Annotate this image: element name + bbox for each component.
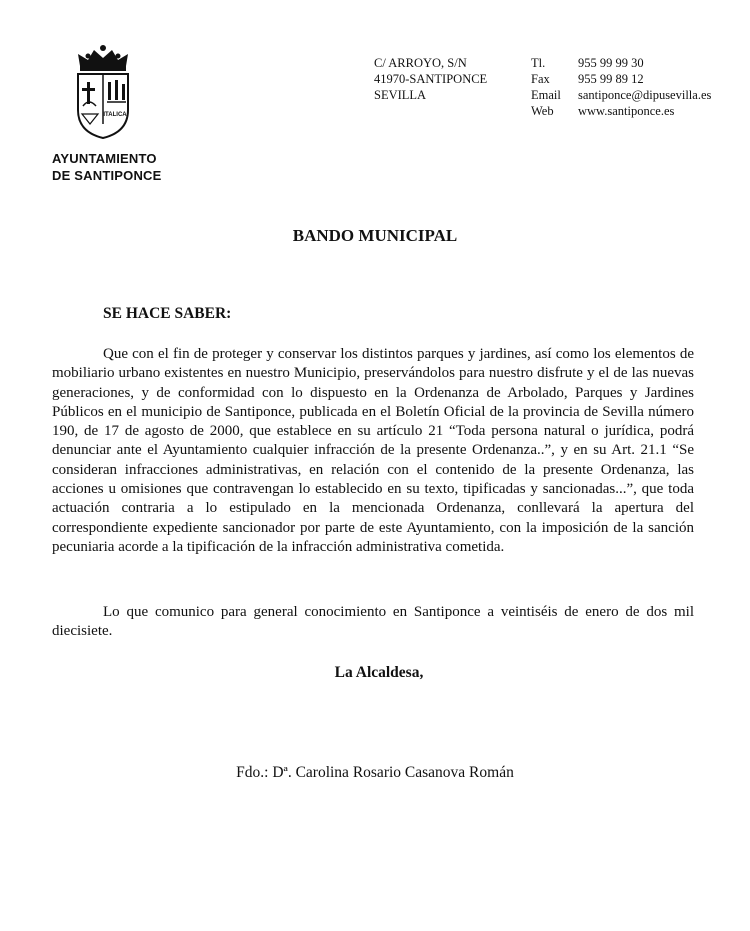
section-heading: SE HACE SABER: <box>103 305 232 322</box>
contact-label: Web <box>531 104 554 118</box>
crest-label: ITALICA <box>103 112 127 118</box>
contact-label: Tl. <box>531 56 546 70</box>
organization-line-2: DE SANTIPONCE <box>52 168 162 183</box>
body-paragraph-1: Que con el fin de proteger y conservar los distintos parques y jardines, así como los elementos de mobiliario urbano existentes en nuestro Municipio, preservándolos para nuestro disfrute y el de las nuevas generaciones, y de conformidad con lo dispuesto en la Ordenanza de Arbolado, Parques y Jardines Públicos en el municipio de Santiponce, publicada en el Boletín Oficial de la provincia de Sevilla número 190, de 17 de agosto de 2000, que establece en su artículo 21 “Toda persona natural o jurídica, podrá denunciar ante el Ayuntamiento cualquier infracción de la presente Ordenanza..”, y en su Art. 21.1 “Se consideran infracciones administrativas, en relación con el contenido de la presente Ordenanza, las acciones u omisiones que contravengan lo establecido en su texto, tipificadas y sancionadas...”, que toda actuación contraria a lo estipulado en la mencionada Ordenanza, conllevará la apertura del correspondiente expediente sancionador por parte de este Ayuntamiento, con la imposición de la sanción pecuniaria acorde a la tipificación de la infracción administrativa cometida. <box>52 346 694 555</box>
address-block <box>374 55 487 103</box>
organization-line-1: AYUNTAMIENTO <box>52 151 157 166</box>
contact-value: santiponce@dipusevilla.es <box>578 88 712 102</box>
contact-block <box>531 55 711 119</box>
organization-name <box>52 150 162 184</box>
contact-label: Email <box>531 88 561 102</box>
address-line-3: SEVILLA <box>374 88 427 102</box>
address-line-2: 41970-SANTIPONCE <box>374 72 488 86</box>
address-line-1: C/ ARROYO, S/N <box>374 56 467 70</box>
document-title: BANDO MUNICIPAL <box>292 226 458 245</box>
signature-line: Fdo.: Dª. Carolina Rosario Casanova Román <box>236 764 514 781</box>
contact-phone <box>531 55 711 71</box>
contact-label: Fax <box>531 72 550 86</box>
contact-value: 955 99 89 12 <box>578 72 644 86</box>
body-paragraph-2: Lo que comunico para general conocimiento en Santiponce a veintiséis de enero de dos mil diecisiete. <box>52 604 694 640</box>
contact-value: 955 99 99 30 <box>578 56 644 70</box>
contact-email <box>531 87 711 103</box>
contact-value: www.santiponce.es <box>578 104 675 118</box>
closing-line: La Alcaldesa, <box>334 664 424 681</box>
contact-web <box>531 103 711 119</box>
municipal-crest-icon <box>72 44 134 140</box>
contact-fax <box>531 71 711 87</box>
